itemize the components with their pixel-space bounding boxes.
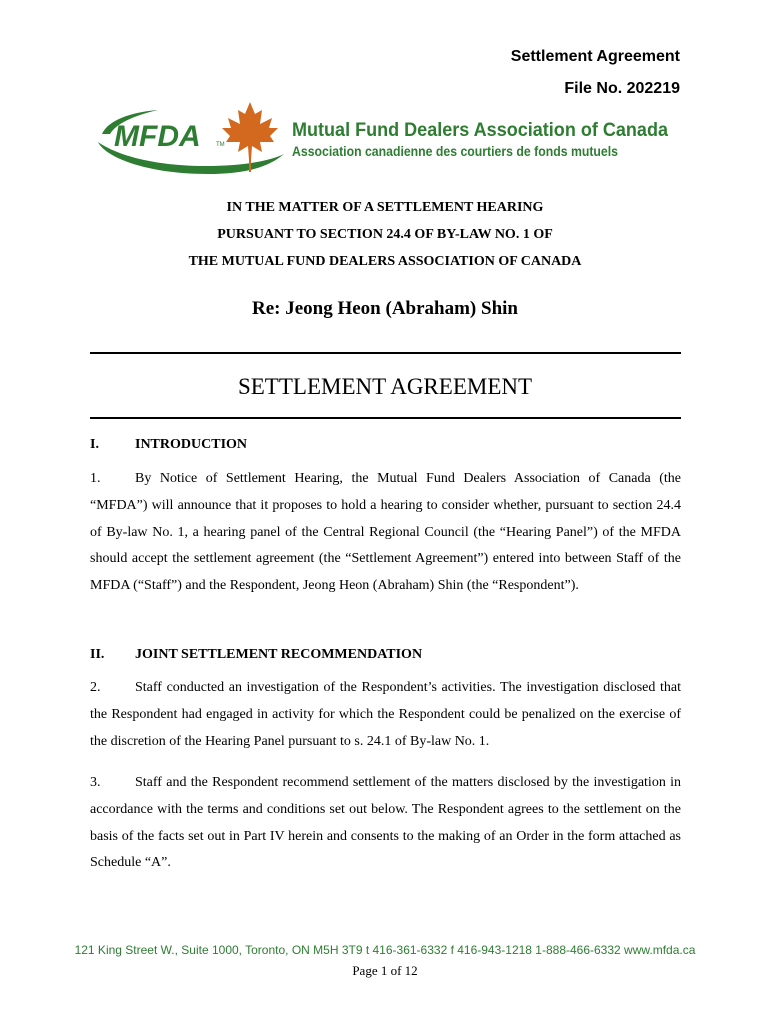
section-heading	[90, 437, 247, 453]
paragraph	[90, 675, 681, 755]
paragraph	[90, 770, 681, 877]
paragraph-number: 2.	[90, 680, 101, 695]
respondent-line: Re: Jeong Heon (Abraham) Shin	[251, 298, 518, 319]
paragraph-number: 1.	[90, 471, 101, 486]
paragraph-text: By Notice of Settlement Hearing, the Mutual Fund Dealers Association of Canada (the “MFDA”) will announce that it proposes to hold a hearing to consider whether, pursuant to section 24.4 of By-law No. 1, a hearing panel of the Central Regional Council (the “Hearing Panel”) of the MFDA should accept the settlement agreement (the “Settlement Agreement”) entered into between Staff of the MFDA (“Staff”) and the Respondent, Jeong Heon (Abraham) Shin (the “Respondent”).	[90, 471, 681, 594]
matter-line-2: PURSUANT TO SECTION 24.4 OF BY-LAW NO. 1 OF	[217, 227, 553, 242]
paragraph	[90, 466, 681, 600]
paragraph-number: 3.	[90, 775, 101, 790]
footer-address: 121 King Street W., Suite 1000, Toronto, ON M5H 3T9 t 416-361-6332 f 416-943-1218 1-888-466-6332 www.mfda.ca	[74, 943, 696, 957]
matter-line-3: THE MUTUAL FUND DEALERS ASSOCIATION OF CANADA	[188, 254, 582, 269]
logo-acronym: MFDA	[114, 120, 201, 153]
logo-name-english: Mutual Fund Dealers Association of Canada	[292, 120, 669, 141]
document-title: SETTLEMENT AGREEMENT	[237, 374, 533, 399]
logo-name-french: Association canadienne des courtiers de fonds mutuels	[292, 143, 619, 159]
section-title: JOINT SETTLEMENT RECOMMENDATION	[135, 647, 423, 662]
document-type-header: Settlement Agreement	[510, 48, 680, 65]
matter-line-1: IN THE MATTER OF A SETTLEMENT HEARING	[226, 200, 544, 215]
section-title: INTRODUCTION	[135, 437, 248, 452]
mfda-logo	[88, 100, 688, 180]
section-number: II.	[90, 647, 105, 662]
paragraph-text: Staff conducted an investigation of the Respondent’s activities. The investigation disclosed that the Respondent had engaged in activity for which the Respondent could be penalized on the exercise of the discretion of the Hearing Panel pursuant to s. 24.1 of By-law No. 1.	[90, 680, 681, 749]
file-number: File No. 202219	[564, 80, 680, 97]
page-number: Page 1 of 12	[352, 963, 418, 978]
paragraph-text: Staff and the Respondent recommend settlement of the matters disclosed by the investigation in accordance with the terms and conditions set out below. The Respondent agrees to the settlement on the basis of the facts set out in Part IV herein and consents to the making of an Order in the form attached as Schedule “A”.	[90, 775, 681, 871]
section-heading	[90, 647, 422, 663]
section-number: I.	[90, 437, 99, 452]
divider-bottom	[90, 417, 681, 419]
divider-top	[90, 352, 681, 354]
logo-trademark: TM	[216, 142, 225, 148]
